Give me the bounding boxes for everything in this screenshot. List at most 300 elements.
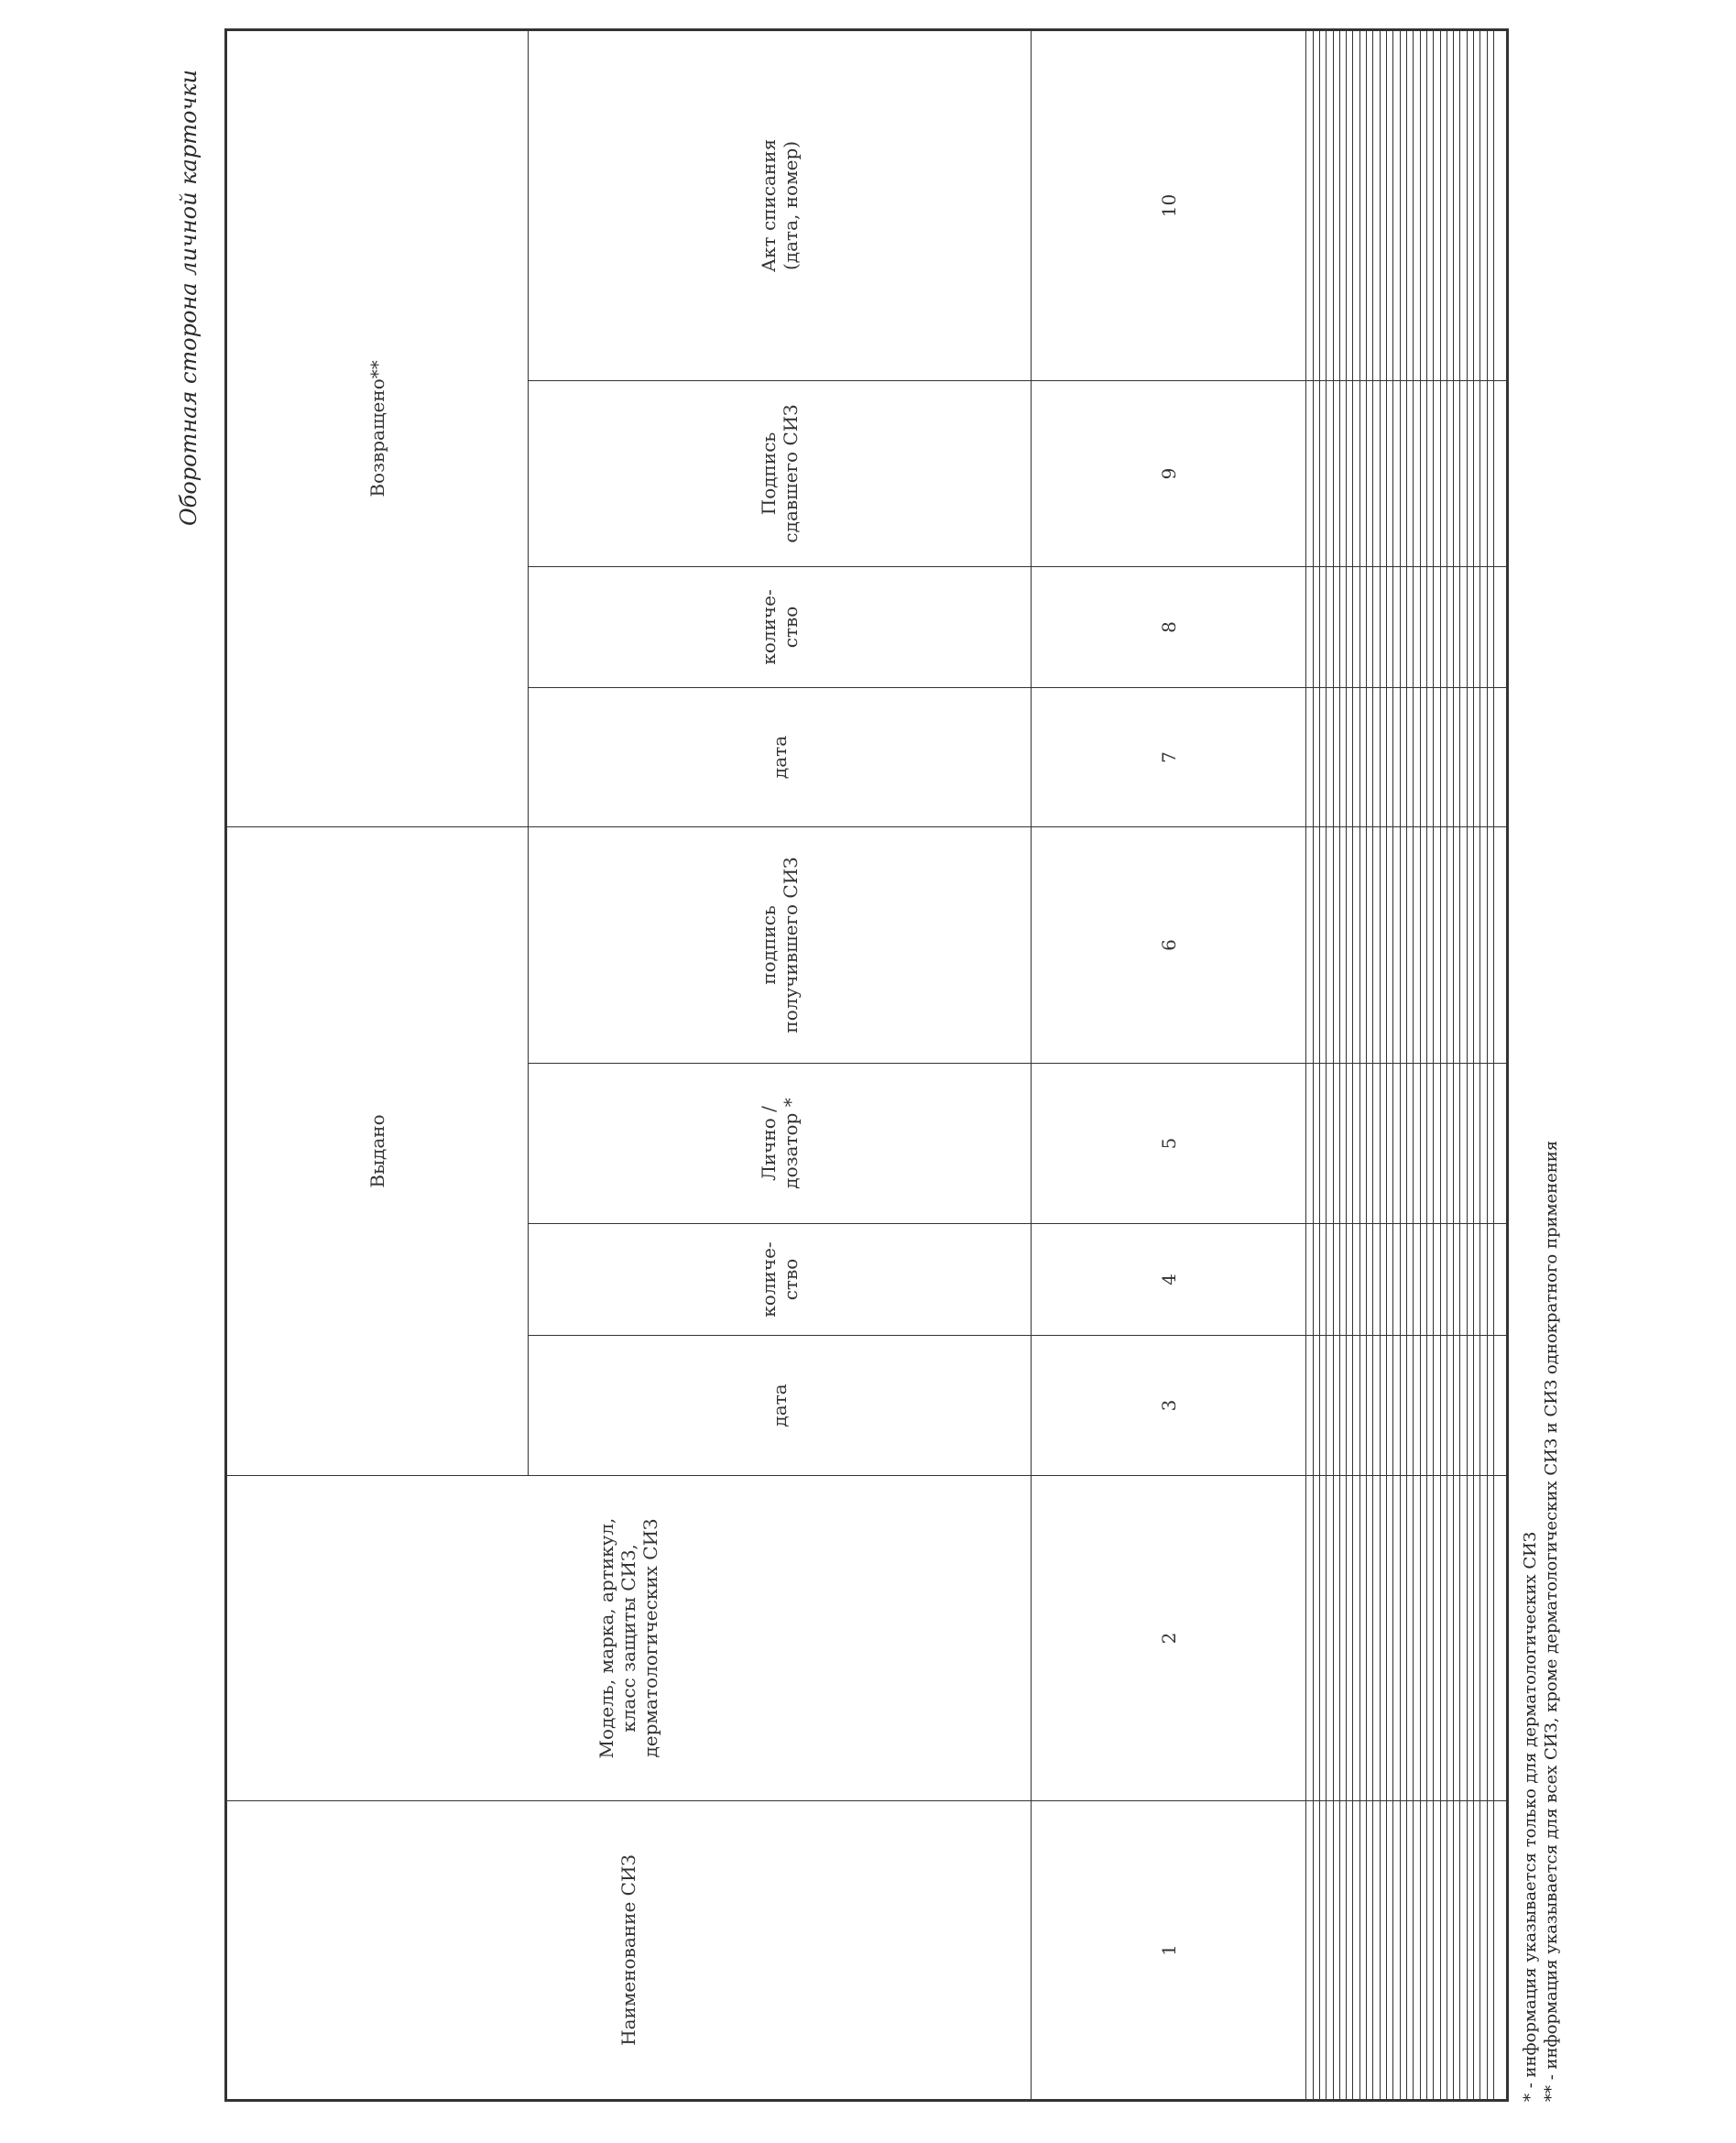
table-cell[interactable] — [1494, 1224, 1508, 1336]
table-cell[interactable] — [1434, 1336, 1440, 1476]
table-cell[interactable] — [1387, 1224, 1393, 1336]
table-cell[interactable] — [1380, 566, 1386, 687]
table-cell[interactable] — [1460, 380, 1467, 566]
table-cell[interactable] — [1327, 380, 1333, 566]
table-cell[interactable] — [1387, 1801, 1393, 2101]
table-cell[interactable] — [1353, 29, 1359, 380]
table-cell[interactable] — [1434, 380, 1440, 566]
table-cell[interactable] — [1373, 1801, 1380, 2101]
table-cell[interactable] — [1447, 687, 1453, 826]
table-cell[interactable] — [1426, 1224, 1433, 1336]
table-cell[interactable] — [1494, 380, 1508, 566]
table-cell[interactable] — [1367, 29, 1373, 380]
table-cell[interactable] — [1306, 29, 1313, 380]
table-row — [1480, 29, 1487, 2100]
table-cell[interactable] — [1487, 380, 1493, 566]
table-cell[interactable] — [1347, 29, 1353, 380]
table-cell[interactable] — [1447, 29, 1453, 380]
table-cell[interactable] — [1347, 687, 1353, 826]
table-cell[interactable] — [1480, 29, 1487, 380]
table-cell[interactable] — [1327, 29, 1333, 380]
table-cell[interactable] — [1313, 1476, 1319, 1801]
table-cell[interactable] — [1494, 29, 1508, 380]
table-cell[interactable] — [1420, 566, 1426, 687]
table-cell[interactable] — [1306, 687, 1313, 826]
table-cell[interactable] — [1333, 1336, 1339, 1476]
table-cell[interactable] — [1494, 1336, 1508, 1476]
table-cell[interactable] — [1494, 1064, 1508, 1224]
table-cell[interactable] — [1393, 687, 1400, 826]
table-cell[interactable] — [1400, 1336, 1406, 1476]
table-cell[interactable] — [1487, 687, 1493, 826]
table-cell[interactable] — [1474, 1224, 1480, 1336]
table-cell[interactable] — [1474, 1476, 1480, 1801]
table-cell[interactable] — [1447, 1064, 1453, 1224]
table-cell[interactable] — [1494, 566, 1508, 687]
table-cell[interactable] — [1306, 566, 1313, 687]
table-cell[interactable] — [1319, 687, 1326, 826]
table-cell[interactable] — [1426, 1476, 1433, 1801]
table-cell[interactable] — [1367, 1801, 1373, 2101]
table-cell[interactable] — [1420, 826, 1426, 1063]
table-cell[interactable] — [1460, 1224, 1467, 1336]
table-cell[interactable] — [1494, 826, 1508, 1063]
table-cell[interactable] — [1387, 1064, 1393, 1224]
table-cell[interactable] — [1454, 566, 1460, 687]
table-cell[interactable] — [1400, 29, 1406, 380]
table-cell[interactable] — [1454, 380, 1460, 566]
table-cell[interactable] — [1359, 826, 1366, 1063]
table-cell[interactable] — [1333, 1801, 1339, 2101]
table-cell[interactable] — [1347, 1336, 1353, 1476]
table-cell[interactable] — [1420, 1224, 1426, 1336]
table-cell[interactable] — [1327, 1064, 1333, 1224]
table-cell[interactable] — [1353, 380, 1359, 566]
table-cell[interactable] — [1339, 826, 1346, 1063]
table-cell[interactable] — [1467, 29, 1473, 380]
table-cell[interactable] — [1400, 687, 1406, 826]
table-cell[interactable] — [1373, 687, 1380, 826]
table-cell[interactable] — [1319, 1476, 1326, 1801]
table-cell[interactable] — [1426, 687, 1433, 826]
table-cell[interactable] — [1339, 687, 1346, 826]
header-received-signature: подпись получившего СИЗ — [528, 826, 1031, 1063]
table-cell[interactable] — [1367, 1064, 1373, 1224]
table-cell[interactable] — [1480, 826, 1487, 1063]
table-cell[interactable] — [1474, 29, 1480, 380]
table-cell[interactable] — [1434, 1801, 1440, 2101]
table-cell[interactable] — [1480, 566, 1487, 687]
table-cell[interactable] — [1420, 1801, 1426, 2101]
table-cell[interactable] — [1306, 1476, 1313, 1801]
table-cell[interactable] — [1447, 1476, 1453, 1801]
table-cell[interactable] — [1447, 566, 1453, 687]
table-cell[interactable] — [1434, 29, 1440, 380]
table-cell[interactable] — [1467, 1064, 1473, 1224]
table-cell[interactable] — [1306, 380, 1313, 566]
table-cell[interactable] — [1339, 29, 1346, 380]
table-cell[interactable] — [1474, 1336, 1480, 1476]
table-cell[interactable] — [1339, 566, 1346, 687]
table-cell[interactable] — [1454, 1476, 1460, 1801]
table-cell[interactable] — [1406, 826, 1413, 1063]
table-cell[interactable] — [1387, 1336, 1393, 1476]
table-cell[interactable] — [1306, 1336, 1313, 1476]
table-cell[interactable] — [1414, 1064, 1420, 1224]
table-cell[interactable] — [1460, 566, 1467, 687]
table-cell[interactable] — [1434, 1224, 1440, 1336]
table-cell[interactable] — [1387, 380, 1393, 566]
table-cell[interactable] — [1367, 1476, 1373, 1801]
table-cell[interactable] — [1367, 1336, 1373, 1476]
table-cell[interactable] — [1359, 687, 1366, 826]
table-cell[interactable] — [1373, 1476, 1380, 1801]
table-cell[interactable] — [1380, 1224, 1386, 1336]
table-cell[interactable] — [1373, 1336, 1380, 1476]
table-cell[interactable] — [1414, 1224, 1420, 1336]
table-cell[interactable] — [1339, 1476, 1346, 1801]
table-cell[interactable] — [1440, 1801, 1447, 2101]
table-cell[interactable] — [1347, 1476, 1353, 1801]
table-cell[interactable] — [1347, 826, 1353, 1063]
table-cell[interactable] — [1359, 1336, 1366, 1476]
table-cell[interactable] — [1406, 687, 1413, 826]
table-cell[interactable] — [1373, 826, 1380, 1063]
table-cell[interactable] — [1313, 1224, 1319, 1336]
table-cell[interactable] — [1319, 1336, 1326, 1476]
table-cell[interactable] — [1333, 687, 1339, 826]
table-cell[interactable] — [1367, 566, 1373, 687]
table-cell[interactable] — [1454, 1336, 1460, 1476]
table-cell[interactable] — [1306, 1224, 1313, 1336]
table-cell[interactable] — [1319, 826, 1326, 1063]
table-row — [1367, 29, 1373, 2100]
table-cell[interactable] — [1480, 687, 1487, 826]
table-cell[interactable] — [1406, 1224, 1413, 1336]
table-cell[interactable] — [1313, 1801, 1319, 2101]
table-cell[interactable] — [1426, 29, 1433, 380]
table-cell[interactable] — [1494, 1476, 1508, 1801]
table-cell[interactable] — [1373, 29, 1380, 380]
table-cell[interactable] — [1487, 1224, 1493, 1336]
table-cell[interactable] — [1373, 566, 1380, 687]
table-cell[interactable] — [1380, 1801, 1386, 2101]
table-cell[interactable] — [1426, 1801, 1433, 2101]
table-cell[interactable] — [1474, 380, 1480, 566]
table-cell[interactable] — [1434, 687, 1440, 826]
table-cell[interactable] — [1414, 1476, 1420, 1801]
table-cell[interactable] — [1380, 687, 1386, 826]
table-cell[interactable] — [1319, 29, 1326, 380]
table-cell[interactable] — [1319, 1224, 1326, 1336]
table-cell[interactable] — [1319, 1801, 1326, 2101]
table-cell[interactable] — [1460, 826, 1467, 1063]
table-cell[interactable] — [1400, 1064, 1406, 1224]
table-cell[interactable] — [1333, 29, 1339, 380]
table-cell[interactable] — [1460, 1064, 1467, 1224]
table-cell[interactable] — [1467, 566, 1473, 687]
table-cell[interactable] — [1480, 1336, 1487, 1476]
table-cell[interactable] — [1467, 380, 1473, 566]
table-cell[interactable] — [1406, 1064, 1413, 1224]
table-cell[interactable] — [1339, 1224, 1346, 1336]
table-cell[interactable] — [1387, 29, 1393, 380]
table-cell[interactable] — [1373, 380, 1380, 566]
table-cell[interactable] — [1414, 380, 1420, 566]
table-cell[interactable] — [1420, 1336, 1426, 1476]
table-cell[interactable] — [1420, 1476, 1426, 1801]
table-cell[interactable] — [1353, 687, 1359, 826]
table-cell[interactable] — [1327, 566, 1333, 687]
table-cell[interactable] — [1420, 687, 1426, 826]
table-cell[interactable] — [1447, 826, 1453, 1063]
table-cell[interactable] — [1373, 1224, 1380, 1336]
table-cell[interactable] — [1313, 29, 1319, 380]
table-cell[interactable] — [1393, 380, 1400, 566]
table-cell[interactable] — [1333, 826, 1339, 1063]
table-cell[interactable] — [1434, 826, 1440, 1063]
table-cell[interactable] — [1367, 826, 1373, 1063]
table-cell[interactable] — [1313, 826, 1319, 1063]
table-body — [1306, 29, 1508, 2100]
table-cell[interactable] — [1487, 1476, 1493, 1801]
table-cell[interactable] — [1460, 1801, 1467, 2101]
table-cell[interactable] — [1333, 1064, 1339, 1224]
table-cell[interactable] — [1359, 566, 1366, 687]
table-cell[interactable] — [1434, 1476, 1440, 1801]
table-cell[interactable] — [1353, 1801, 1359, 2101]
table-cell[interactable] — [1393, 29, 1400, 380]
table-cell[interactable] — [1306, 1064, 1313, 1224]
table-cell[interactable] — [1387, 566, 1393, 687]
table-cell[interactable] — [1339, 380, 1346, 566]
table-cell[interactable] — [1460, 687, 1467, 826]
column-number: 4 — [1031, 1224, 1305, 1336]
table-cell[interactable] — [1480, 1064, 1487, 1224]
table-cell[interactable] — [1339, 1064, 1346, 1224]
table-cell[interactable] — [1414, 687, 1420, 826]
table-cell[interactable] — [1467, 1224, 1473, 1336]
table-cell[interactable] — [1380, 1064, 1386, 1224]
table-cell[interactable] — [1426, 1064, 1433, 1224]
table-cell[interactable] — [1319, 566, 1326, 687]
table-cell[interactable] — [1400, 380, 1406, 566]
table-cell[interactable] — [1480, 1801, 1487, 2101]
table-cell[interactable] — [1400, 1224, 1406, 1336]
table-cell[interactable] — [1406, 1336, 1413, 1476]
table-cell[interactable] — [1440, 1064, 1447, 1224]
table-cell[interactable] — [1440, 1336, 1447, 1476]
table-cell[interactable] — [1313, 566, 1319, 687]
table-cell[interactable] — [1467, 1336, 1473, 1476]
table-cell[interactable] — [1319, 380, 1326, 566]
table-cell[interactable] — [1347, 380, 1353, 566]
table-cell[interactable] — [1454, 1064, 1460, 1224]
table-cell[interactable] — [1387, 826, 1393, 1063]
table-cell[interactable] — [1414, 29, 1420, 380]
table-cell[interactable] — [1440, 1224, 1447, 1336]
table-cell[interactable] — [1426, 826, 1433, 1063]
table-cell[interactable] — [1474, 687, 1480, 826]
table-cell[interactable] — [1380, 1476, 1386, 1801]
table-cell[interactable] — [1454, 687, 1460, 826]
table-cell[interactable] — [1333, 380, 1339, 566]
table-cell[interactable] — [1440, 380, 1447, 566]
table-cell[interactable] — [1426, 380, 1433, 566]
table-cell[interactable] — [1353, 1064, 1359, 1224]
table-cell[interactable] — [1406, 380, 1413, 566]
table-cell[interactable] — [1313, 1336, 1319, 1476]
table-cell[interactable] — [1400, 1476, 1406, 1801]
table-cell[interactable] — [1467, 1801, 1473, 2101]
table-cell[interactable] — [1327, 1476, 1333, 1801]
table-cell[interactable] — [1494, 687, 1508, 826]
table-cell[interactable] — [1406, 566, 1413, 687]
table-cell[interactable] — [1480, 1476, 1487, 1801]
table-cell[interactable] — [1447, 1336, 1453, 1476]
table-cell[interactable] — [1420, 1064, 1426, 1224]
table-cell[interactable] — [1474, 826, 1480, 1063]
table-cell[interactable] — [1406, 1476, 1413, 1801]
table-cell[interactable] — [1327, 687, 1333, 826]
table-cell[interactable] — [1339, 1336, 1346, 1476]
table-cell[interactable] — [1393, 1336, 1400, 1476]
table-cell[interactable] — [1406, 1801, 1413, 2101]
table-cell[interactable] — [1460, 1476, 1467, 1801]
table-cell[interactable] — [1313, 1064, 1319, 1224]
table-cell[interactable] — [1380, 826, 1386, 1063]
table-cell[interactable] — [1359, 1476, 1366, 1801]
table-cell[interactable] — [1353, 1336, 1359, 1476]
table-cell[interactable] — [1339, 1801, 1346, 2101]
table-cell[interactable] — [1460, 29, 1467, 380]
table-cell[interactable] — [1359, 380, 1366, 566]
column-number: 9 — [1031, 380, 1305, 566]
table-cell[interactable] — [1460, 1336, 1467, 1476]
table-cell[interactable] — [1440, 29, 1447, 380]
table-cell[interactable] — [1387, 687, 1393, 826]
table-cell[interactable] — [1367, 687, 1373, 826]
table-cell[interactable] — [1393, 1224, 1400, 1336]
table-cell[interactable] — [1454, 1224, 1460, 1336]
table-cell[interactable] — [1319, 1064, 1326, 1224]
table-row — [1347, 29, 1353, 2100]
table-cell[interactable] — [1327, 1224, 1333, 1336]
table-cell[interactable] — [1406, 29, 1413, 380]
table-cell[interactable] — [1359, 1801, 1366, 2101]
table-cell[interactable] — [1414, 826, 1420, 1063]
table-cell[interactable] — [1347, 1224, 1353, 1336]
table-cell[interactable] — [1467, 1476, 1473, 1801]
table-cell[interactable] — [1454, 826, 1460, 1063]
table-cell[interactable] — [1380, 29, 1386, 380]
table-cell[interactable] — [1313, 687, 1319, 826]
table-cell[interactable] — [1327, 1801, 1333, 2101]
table-cell[interactable] — [1487, 566, 1493, 687]
table-cell[interactable] — [1440, 566, 1447, 687]
table-cell[interactable] — [1353, 566, 1359, 687]
table-cell[interactable] — [1426, 566, 1433, 687]
table-cell[interactable] — [1467, 687, 1473, 826]
table-cell[interactable] — [1474, 1064, 1480, 1224]
table-cell[interactable] — [1400, 1801, 1406, 2101]
table-cell[interactable] — [1347, 1064, 1353, 1224]
table-cell[interactable] — [1353, 1476, 1359, 1801]
table-cell[interactable] — [1440, 1476, 1447, 1801]
table-cell[interactable] — [1447, 1801, 1453, 2101]
table-cell[interactable] — [1306, 1801, 1313, 2101]
table-cell[interactable] — [1306, 826, 1313, 1063]
table-cell[interactable] — [1420, 380, 1426, 566]
table-cell[interactable] — [1393, 1476, 1400, 1801]
table-row — [1319, 29, 1326, 2100]
table-cell[interactable] — [1333, 566, 1339, 687]
table-cell[interactable] — [1414, 1336, 1420, 1476]
table-cell[interactable] — [1414, 1801, 1420, 2101]
table-cell[interactable] — [1380, 1336, 1386, 1476]
table-cell[interactable] — [1467, 826, 1473, 1063]
table-cell[interactable] — [1447, 380, 1453, 566]
table-cell[interactable] — [1367, 1224, 1373, 1336]
table-cell[interactable] — [1393, 1064, 1400, 1224]
table-cell[interactable] — [1327, 1336, 1333, 1476]
table-cell[interactable] — [1359, 29, 1366, 380]
table-cell[interactable] — [1313, 380, 1319, 566]
table-cell[interactable] — [1393, 566, 1400, 687]
table-cell[interactable] — [1440, 826, 1447, 1063]
table-cell[interactable] — [1447, 1224, 1453, 1336]
table-cell[interactable] — [1474, 1801, 1480, 2101]
table-cell[interactable] — [1333, 1224, 1339, 1336]
table-cell[interactable] — [1333, 1476, 1339, 1801]
table-cell[interactable] — [1359, 1064, 1366, 1224]
table-cell[interactable] — [1480, 1224, 1487, 1336]
table-cell[interactable] — [1353, 1224, 1359, 1336]
table-cell[interactable] — [1400, 566, 1406, 687]
table-cell[interactable] — [1440, 687, 1447, 826]
table-cell[interactable] — [1426, 1336, 1433, 1476]
table-cell[interactable] — [1387, 1476, 1393, 1801]
table-cell[interactable] — [1359, 1224, 1366, 1336]
table-cell[interactable] — [1400, 826, 1406, 1063]
table-cell[interactable] — [1393, 1801, 1400, 2101]
table-cell[interactable] — [1487, 826, 1493, 1063]
table-cell[interactable] — [1380, 380, 1386, 566]
table-cell[interactable] — [1373, 1064, 1380, 1224]
table-cell[interactable] — [1454, 1801, 1460, 2101]
table-cell[interactable] — [1474, 566, 1480, 687]
table-cell[interactable] — [1487, 1801, 1493, 2101]
table-cell[interactable] — [1393, 826, 1400, 1063]
table-row — [1313, 29, 1319, 2100]
table-cell[interactable] — [1347, 566, 1353, 687]
table-cell[interactable] — [1494, 1801, 1508, 2101]
table-cell[interactable] — [1480, 380, 1487, 566]
table-cell[interactable] — [1347, 1801, 1353, 2101]
table-cell[interactable] — [1487, 29, 1493, 380]
table-row — [1494, 29, 1508, 2100]
table-cell[interactable] — [1414, 566, 1420, 687]
table-cell[interactable] — [1454, 29, 1460, 380]
table-cell[interactable] — [1487, 1064, 1493, 1224]
table-cell[interactable] — [1434, 566, 1440, 687]
table-cell[interactable] — [1487, 1336, 1493, 1476]
table-cell[interactable] — [1353, 826, 1359, 1063]
table-cell[interactable] — [1434, 1064, 1440, 1224]
table-cell[interactable] — [1367, 380, 1373, 566]
table-cell[interactable] — [1420, 29, 1426, 380]
table-cell[interactable] — [1327, 826, 1333, 1063]
